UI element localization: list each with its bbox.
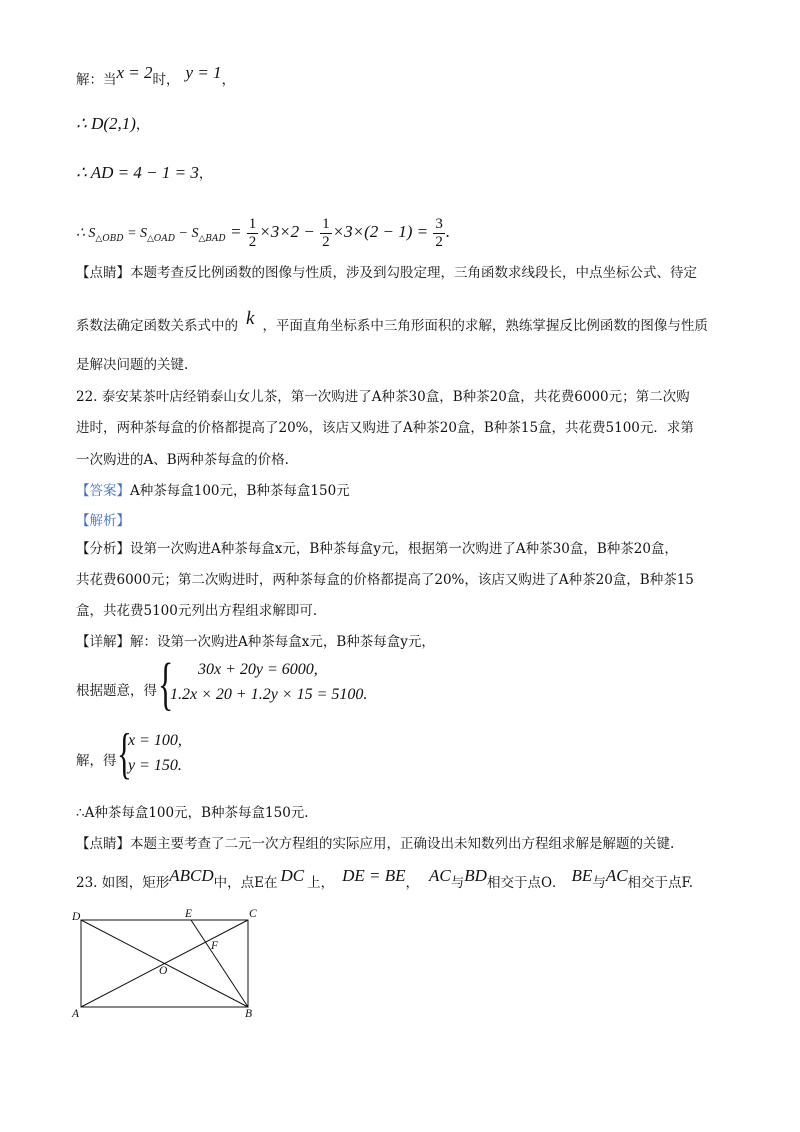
line-solution-start: 解：当x = 2时， y = 1，: [76, 63, 236, 88]
equation-2: 1.2x × 20 + 1.2y × 15 = 5100.: [170, 686, 368, 703]
line-point-d: ∴ D(2,1)，: [76, 114, 150, 133]
solution-x: x = 100,: [128, 732, 182, 749]
detail-line-1: 【详解】解：设第一次购进A种茶每盒x元，B种茶每盒y元，: [76, 634, 435, 650]
comment-paragraph-line-3: 是解决问题的关键.: [76, 357, 189, 373]
fraction-three-halves: $\frac{3}{2}$: [435, 216, 443, 250]
solution-system-label: 解，得: [76, 753, 117, 769]
analysis-line-3: 盒，共花费5100元列出方程组求解即可.: [76, 603, 318, 619]
brace-system-1: {: [158, 651, 174, 716]
label-f: F: [211, 940, 219, 952]
answer-tag: 【答案】: [76, 483, 130, 499]
brace-system-2: {: [117, 723, 132, 785]
math-k: k: [246, 308, 255, 329]
rectangle-diagram: [70, 906, 270, 1026]
fraction-half: $\frac{1}{2}$: [322, 216, 330, 250]
line-area-formula: ∴ $S_{\triangle OBD} = S_{\triangle OAD} - S_{\triangle BAD}$ = $\frac{1}{2}$ ×3×2 − $\frac{1}{2}$ ×3×(2 − 1) = $\frac{3}{2}$ .: [76, 216, 451, 250]
question-22-line-1: 22. 泰安某茶叶店经销泰山女儿茶，第一次购进了A种茶30盒，B种茶20盒，共花费6000元；第二次购: [76, 389, 690, 405]
segment-be: [191, 920, 248, 1007]
math-x-eq-2: x = 2: [116, 63, 153, 82]
question-22-line-3: 一次购进的A、B两种茶每盒的价格.: [76, 452, 289, 468]
comment-22-line: 【点睛】本题主要考查了二元一次方程组的实际应用，正确设出未知数列出方程组求解是解题的关键.: [76, 836, 675, 852]
line-ad-length: ∴ AD = 4 − 1 = 3，: [76, 163, 213, 182]
analysis-line-2: 共花费6000元；第二次购进时，两种茶每盒的价格都提高了20%，该店又购进了A种茶20盒，B种茶15: [76, 572, 694, 588]
question-23-line: 23. 如图，矩形ABCD中，点E在 DC 上， DE = BE， AC与BD相交于点O． BE与AC相交于点F.: [76, 866, 694, 891]
math-y-eq-1: y = 1: [185, 63, 222, 82]
math-point-d: ∴ D(2,1): [76, 114, 136, 133]
label-e: E: [185, 908, 193, 920]
comment-paragraph-line-2: 系数法确定函数关系式中的 k ，平面直角坐标系中三角形面积的求解，熟练掌握反比例函数的图像与性质: [76, 308, 708, 334]
conclusion-line: ∴A种茶每盒100元，B种茶每盒150元.: [76, 805, 309, 821]
label-a: A: [72, 1008, 80, 1020]
equation-system-label: 根据题意，得: [76, 683, 157, 699]
solution-y: y = 150.: [128, 757, 182, 774]
label-o: O: [159, 965, 168, 977]
analysis-tag: 【解析】: [76, 513, 130, 529]
question-22-line-2: 进时，两种茶每盒的价格都提高了20%，该店又购进了A种茶20盒，B种茶15盒，共花费5100元．求第: [76, 420, 694, 436]
analysis-line-1: 【分析】设第一次购进A种茶每盒x元，B种茶每盒y元，根据第一次购进了A种茶30盒，B种茶20盒，: [76, 541, 678, 557]
answer-line: 【答案】A种茶每盒100元，B种茶每盒150元: [76, 483, 350, 499]
label-d: D: [72, 911, 81, 923]
math-ad: ∴ AD = 4 − 1 = 3: [76, 163, 199, 182]
comment-paragraph-line-1: 【点睛】本题考查反比例函数的图像与性质，涉及到勾股定理，三角函数求线段长，中点坐标公式、待定: [76, 265, 697, 281]
equation-1: 30x + 20y = 6000,: [198, 661, 318, 678]
fraction-half: $\frac{1}{2}$: [248, 216, 257, 250]
label-c: C: [249, 908, 257, 920]
label-b: B: [245, 1008, 253, 1020]
